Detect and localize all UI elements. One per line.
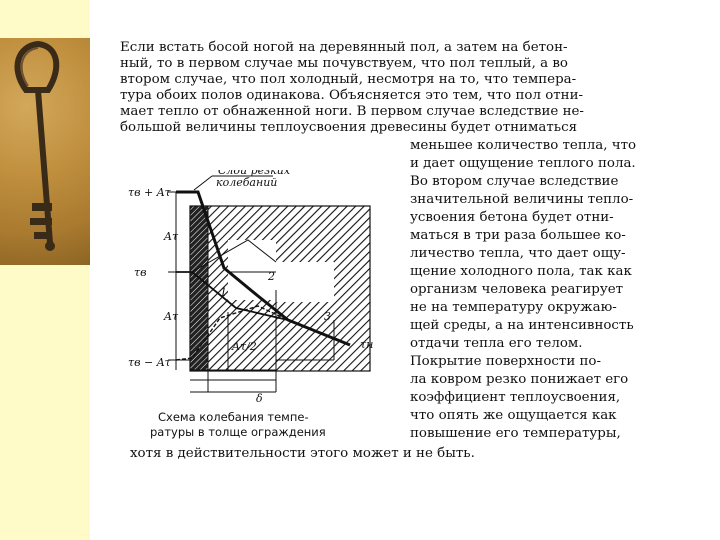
right-col-line-9: организм человека реагирует [410,282,624,297]
text-line-6: большой величины теплоусвоения древесины будет отниматься [120,120,578,135]
key-image-panel [0,38,90,265]
figure-caption-line1: Схема колебания темпе- [158,410,309,424]
right-col-line-7: личество тепла, что дает ощу- [410,246,626,261]
right-col-line-16: что опять же ощущается как [410,408,617,423]
right-col-line-10: не на температуру окружаю- [410,300,617,315]
right-col-line-6: маться в три раза большее ко- [410,228,626,243]
text-last-line: хотя в действительности этого может и не быть. [130,446,475,461]
antique-key-icon [0,38,90,265]
right-col-line-2: и дает ощущение теплого пола. [410,156,636,171]
text-line-4: тура обоих полов одинакова. Объясняется это тем, что пол отни- [120,88,584,103]
label-delta: δ [256,392,263,405]
right-col-line-13: Покрытие поверхности по- [410,354,602,369]
label-a-tau-1: Aτ [164,230,179,243]
right-col-line-17: повышение его температуры, [410,426,621,441]
label-a-tau-2: Aτ [164,310,179,323]
right-col-line-12: отдачи тепла его телом. [410,336,583,351]
label-tau-v: τв [134,266,147,279]
text-line-1: Если встать босой ногой на деревянный пол, а затем на бетон- [120,40,568,55]
label-a-tau-half: Aτ/2 [232,340,257,353]
right-col-line-15: коэффициент теплоусвоения, [410,390,621,405]
right-col-line-5: усвоения бетона будет отни- [410,210,614,225]
document-page [120,40,680,500]
right-col-line-8: щение холодного пола, так как [410,264,632,279]
label-num-1: 1 [220,286,227,299]
layer-label-line2: колебаний [216,176,278,189]
label-tau-plus: τв + Aτ [128,186,171,199]
right-col-line-14: ла ковром резко понижает его [410,372,629,387]
layer-label-line1: Слой резких [218,170,291,177]
label-tau-n: τн [360,338,374,351]
text-line-5: мает тепло от обнаженной ноги. В первом случае вследствие не- [120,104,584,119]
right-col-line-3: Во втором случае вследствие [410,174,619,189]
label-num-2: 2 [268,270,275,283]
label-tau-minus: τв − Aτ [128,356,171,369]
right-col-line-1: меньшее количество тепла, что [410,138,637,153]
right-col-line-4: значительной величины тепло- [410,192,634,207]
label-num-3: 3 [324,310,331,323]
right-col-line-11: щей среды, а на интенсивность [410,318,634,333]
temperature-diagram [128,170,403,414]
text-line-2: ный, то в первом случае мы почувствуем, что пол теплый, а во [120,56,568,71]
text-line-3: втором случае, что пол холодный, несмотря на то, что темпера- [120,72,577,87]
figure-caption-line2: ратуры в толще ограждения [150,425,326,439]
